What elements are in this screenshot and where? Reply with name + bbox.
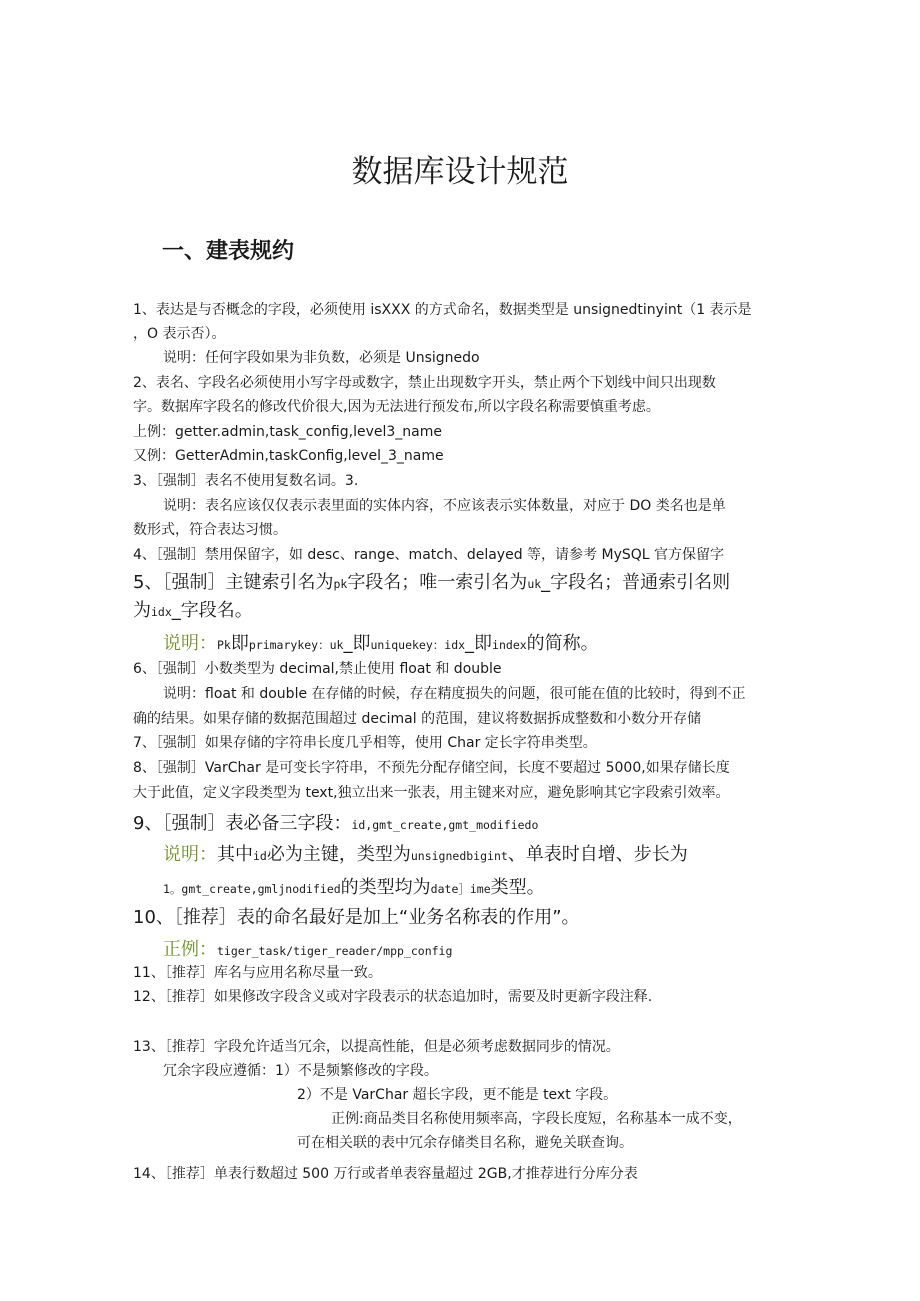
rule-9-text: 9、［强制］表必备三字段： [133, 813, 352, 834]
rule-12: 12、［推荐］如果修改字段含义或对字段表示的状态追加时，需要及时更新字段注释. [133, 989, 653, 1005]
rule-6: 6、［强制］小数类型为 decimal,禁止使用 float 和 double [133, 661, 502, 677]
rule-2-line-2: 字。数据库字段名的修改代价很大,因为无法进行预发布,所以字段名称需要慎重考虑。 [133, 399, 660, 415]
rule-5-note-text: _即 [465, 633, 493, 654]
rule-5-note-text: 即 [230, 633, 249, 654]
rule-13-example-line-2: 可在相关联的表中冗余存储类目名称，避免关联查询。 [297, 1135, 633, 1151]
rule-9-note-code: date］ime [430, 882, 491, 896]
section-heading: 一、建表规约 [162, 239, 295, 264]
rule-5-line-2 [133, 598, 253, 625]
rule-4: 4、［强制］禁用保留字，如 desc、range、match、delayed 等，请参考 MySQL 官方保留字 [133, 547, 725, 563]
rule-8-line-2: 大于此值，定义字段类型为 text,独立出来一张表，用主键来对应，避免影响其它字段索引效率。 [133, 785, 730, 801]
rule-5-text: _字段名；普通索引名则 [541, 572, 731, 593]
rule-1-line-2: ，O 表示否）。 [133, 326, 226, 342]
note-label: 说明： [163, 633, 217, 654]
rule-11: 11、［推荐］库名与应用名称尽量一致。 [133, 965, 382, 981]
rule-10-example-code: tiger_task/tiger_reader/mpp_config [217, 944, 453, 958]
rule-2-example-2: 又例：GetterAdmin,taskConfig,level_3_name [133, 448, 444, 464]
rule-14: 14、［推荐］单表行数超过 500 万行或者单表容量超过 2GB,才推荐进行分库分表 [133, 1166, 638, 1182]
rule-13-example-line-1: 正例:商品类目名称使用频率高，字段长度短，名称基本一成不变， [331, 1111, 742, 1127]
rule-3-note-line-2: 数形式，符合表达习惯。 [133, 522, 287, 538]
rule-5-note-text: 的简称。 [526, 633, 599, 654]
rule-3-note-line-1: 说明：表名应该仅仅表示表里面的实体内容，不应该表示实体数量，对应于 DO 类名也是单 [163, 498, 726, 514]
rule-9-note-text: 必为主键，类型为 [266, 844, 411, 865]
rule-9-note-code: 1。gmt_create,gmljnodified [163, 882, 341, 896]
rule-6-note-line-2: 确的结果。如果存储的数据范围超过 decimal 的范围，建议将数据拆成整数和小数分开存储 [133, 711, 702, 727]
rule-9-note-code: unsignedbigint [410, 849, 508, 863]
rule-5-note [163, 631, 599, 658]
rule-5-note-code: uniquekey：idx [370, 638, 466, 652]
rule-5-text: 5、［强制］主键索引名为 [133, 572, 334, 593]
rule-5-code: pk [333, 577, 348, 591]
rule-9 [133, 811, 538, 838]
rule-5-text: _字段名。 [171, 600, 253, 621]
rule-9-note-text: 的类型均为 [340, 877, 431, 898]
rule-5-note-code: primarykey：uk [248, 638, 344, 652]
rule-5-note-code: index [492, 638, 527, 652]
rule-5-code: uk [527, 577, 542, 591]
rule-9-note-code: id [253, 849, 267, 863]
rule-6-note-line-1: 说明：float 和 double 在存储的时候，存在精度损失的问题，很可能在值的比较时，得到不正 [163, 686, 746, 702]
rule-5-code: idx [151, 605, 172, 619]
rule-1-note: 说明：任何字段如果为非负数，必须是 Unsignedo [163, 350, 480, 366]
rule-5-text: 为 [133, 600, 151, 621]
rule-7: 7、［强制］如果存储的字符串长度几乎相等，使用 Char 定长字符串类型。 [133, 735, 597, 751]
rule-5-line-1 [133, 570, 730, 597]
rule-13-detail-1: 冗余字段应遵循：1）不是频繁修改的字段。 [163, 1063, 438, 1079]
rule-13-detail-2: 2）不是 VarChar 超长字段，更不能是 text 字段。 [297, 1087, 618, 1103]
example-label: 正例： [163, 939, 217, 960]
rule-3: 3、［强制］表名不使用复数名词。3. [133, 473, 359, 489]
rule-9-note-text: 、单表时自增、步长为 [507, 844, 688, 865]
rule-5-note-text: _即 [343, 633, 371, 654]
rule-5-note-code: Pk [217, 638, 231, 652]
rule-9-code: id,gmt_create,gmt_modifiedo [351, 818, 539, 832]
rule-8-line-1: 8、［强制］VarChar 是可变长字符串，不预先分配存储空间，长度不要超过 5000,如果存储长度 [133, 760, 730, 776]
rule-13: 13、［推荐］字段允许适当冗余，以提高性能，但是必须考虑数据同步的情况。 [133, 1039, 620, 1055]
rule-1-line-1: 1、表达是与否概念的字段，必须使用 isXXX 的方式命名，数据类型是 unsignedtinyint（1 表示是 [133, 302, 752, 318]
rule-9-note-line-1 [163, 842, 688, 869]
rule-10: 10、［推荐］表的命名最好是加上“业务名称表的作用”。 [133, 907, 580, 928]
rule-9-note-line-2 [163, 875, 545, 902]
rule-9-note-text: 其中 [217, 844, 253, 865]
rule-5-text: 字段名；唯一索引名为 [347, 572, 528, 593]
rule-2-example-1: 上例：getter.admin,task_config,level3_name [133, 424, 442, 440]
note-label: 说明： [163, 844, 217, 865]
rule-2-line-1: 2、表名、字段名必须使用小写字母或数字，禁止出现数字开头，禁止两个下划线中间只出现数 [133, 375, 716, 391]
rule-9-note-text: 类型。 [490, 877, 545, 898]
rule-10-example [163, 937, 452, 964]
page-title: 数据库设计规范 [351, 154, 569, 190]
